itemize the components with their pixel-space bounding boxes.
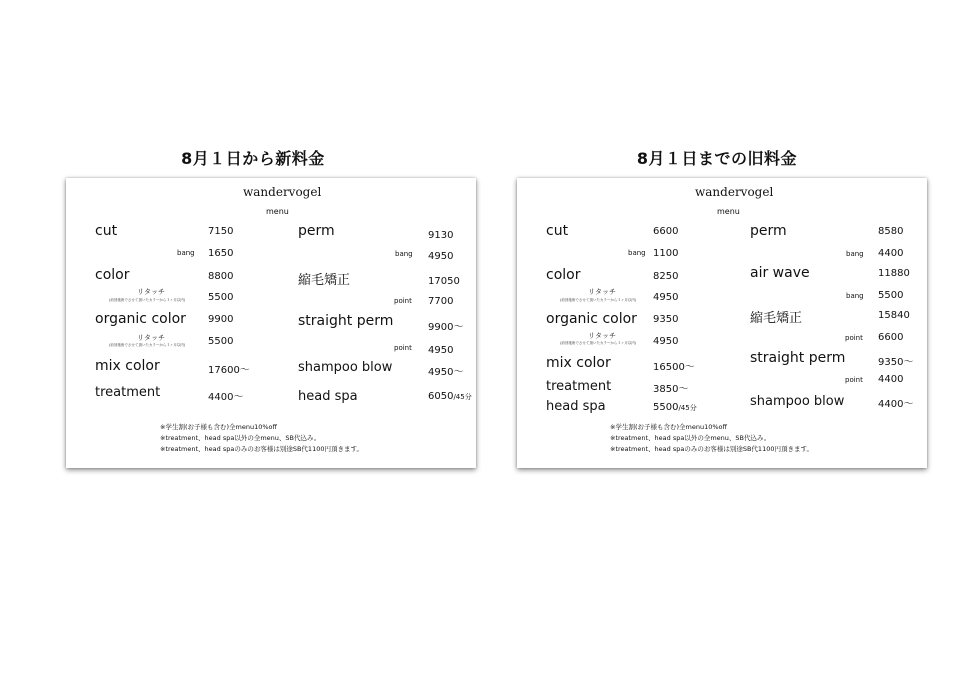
item-headspa-unit: /45分 xyxy=(453,393,472,401)
item-perm-price: 8580 xyxy=(878,226,904,237)
note-2: ※treatment、head spa以外の全menu、SB代込み。 xyxy=(160,434,321,442)
item-mix-price: 17600〜 xyxy=(208,365,250,376)
item-airwave-price: 11880 xyxy=(878,268,910,279)
item-shampoo-price: 4950〜 xyxy=(428,367,464,378)
note-1: ※学生割(お子様も含む)全menu10%off xyxy=(610,423,727,431)
item-perm-bang2-price: 5500 xyxy=(878,290,904,301)
item-headspa-unit: /45分 xyxy=(678,404,697,412)
item-straight-price: 9350〜 xyxy=(878,357,914,368)
item-point2-price: 4400 xyxy=(878,374,904,385)
item-bang-label: bang xyxy=(177,249,195,257)
item-cut-label: cut xyxy=(95,223,118,239)
item-airwave-label: air wave xyxy=(750,265,810,281)
item-organic-label: organic color xyxy=(546,311,637,327)
item-mix-price: 16500〜 xyxy=(653,362,695,373)
item-cut-price: 6600 xyxy=(653,226,679,237)
item-organic-price: 9350 xyxy=(653,314,679,325)
item-headspa-price-value: 6050 xyxy=(428,391,454,402)
item-point1-price: 7700 xyxy=(428,296,454,307)
menu-label: menu xyxy=(266,207,289,216)
item-shukumo-label: 縮毛矯正 xyxy=(298,273,351,288)
item-point2-label: point xyxy=(845,376,863,384)
old-price-card xyxy=(517,178,927,468)
item-retouch2-note: (前回施術でさせて頂いたカラーから１ヶ月以内) xyxy=(109,343,186,347)
item-retouch1-label: リタッチ xyxy=(588,288,616,296)
item-cut-price: 7150 xyxy=(208,226,234,237)
note-2: ※treatment、head spa以外の全menu、SB代込み。 xyxy=(610,434,771,442)
item-headspa-label: head spa xyxy=(298,389,358,404)
item-shukumo-price: 17050 xyxy=(428,276,460,287)
item-straight-label: straight perm xyxy=(750,350,846,366)
item-perm-label: perm xyxy=(750,223,787,239)
item-retouch1-price: 5500 xyxy=(208,292,234,303)
new-price-heading: 8月１日から新料金 xyxy=(181,149,325,168)
item-organic-price: 9900 xyxy=(208,314,234,325)
item-color-label: color xyxy=(95,267,130,283)
item-point2-price: 4950 xyxy=(428,345,454,356)
item-treatment-label: treatment xyxy=(546,379,612,394)
item-color-label: color xyxy=(546,267,581,283)
item-mix-label: mix color xyxy=(546,355,611,371)
item-shampoo-label: shampoo blow xyxy=(750,394,845,409)
item-headspa-price xyxy=(428,391,472,402)
item-retouch1-price: 4950 xyxy=(653,292,679,303)
item-retouch2-label: リタッチ xyxy=(588,332,616,340)
item-point1-label: point xyxy=(845,334,863,342)
item-color-price: 8250 xyxy=(653,271,679,282)
new-price-card xyxy=(66,178,476,468)
item-mix-label: mix color xyxy=(95,358,160,374)
item-retouch1-note: (前回施術でさせて頂いたカラーから１ヶ月以内) xyxy=(109,298,186,302)
item-headspa-price-value: 5500 xyxy=(653,402,679,413)
item-cut-label: cut xyxy=(546,223,569,239)
item-organic-label: organic color xyxy=(95,311,186,327)
menu-label: menu xyxy=(717,207,740,216)
brand-logo: wandervogel xyxy=(243,185,322,199)
item-color-price: 8800 xyxy=(208,271,234,282)
note-1: ※学生割(お子様も含む)全menu10%off xyxy=(160,423,277,431)
item-shukumo-label: 縮毛矯正 xyxy=(750,311,803,326)
item-point2-label: point xyxy=(394,344,412,352)
item-point1-price: 6600 xyxy=(878,332,904,343)
item-retouch1-note: (前回施術でさせて頂いたカラーから１ヶ月以内) xyxy=(560,298,637,302)
item-bang-label: bang xyxy=(628,249,646,257)
item-treatment-price: 4400〜 xyxy=(208,392,244,403)
item-perm-bang1-label: bang xyxy=(846,250,864,258)
item-shukumo-price: 15840 xyxy=(878,310,910,321)
item-retouch2-price: 5500 xyxy=(208,336,234,347)
item-perm-bang2-label: bang xyxy=(846,292,864,300)
item-shampoo-label: shampoo blow xyxy=(298,360,393,375)
item-bang-price: 1100 xyxy=(653,248,679,259)
item-bang-price: 1650 xyxy=(208,248,234,259)
item-straight-price: 9900〜 xyxy=(428,322,464,333)
item-perm-label: perm xyxy=(298,223,335,239)
brand-logo: wandervogel xyxy=(695,185,774,199)
item-headspa-label: head spa xyxy=(546,399,606,414)
note-3: ※treatment、head spaのみのお客様は別途SB代1100円頂きます。 xyxy=(160,445,363,453)
item-treatment-label: treatment xyxy=(95,385,161,400)
item-retouch2-note: (前回施術でさせて頂いたカラーから１ヶ月以内) xyxy=(560,341,637,345)
item-retouch2-price: 4950 xyxy=(653,336,679,347)
item-shampoo-price: 4400〜 xyxy=(878,399,914,410)
item-retouch1-label: リタッチ xyxy=(137,288,165,296)
note-3: ※treatment、head spaのみのお客様は別途SB代1100円頂きます。 xyxy=(610,445,813,453)
item-perm-bang1-price: 4400 xyxy=(878,248,904,259)
item-perm-price: 9130 xyxy=(428,230,454,241)
item-treatment-price: 3850〜 xyxy=(653,384,689,395)
item-headspa-price xyxy=(653,402,697,413)
item-perm-bang-price: 4950 xyxy=(428,251,454,262)
item-perm-bang-label: bang xyxy=(395,250,413,258)
item-retouch2-label: リタッチ xyxy=(137,334,165,342)
item-straight-label: straight perm xyxy=(298,313,394,329)
old-price-heading: 8月１日までの旧料金 xyxy=(636,149,798,168)
item-point1-label: point xyxy=(394,297,412,305)
